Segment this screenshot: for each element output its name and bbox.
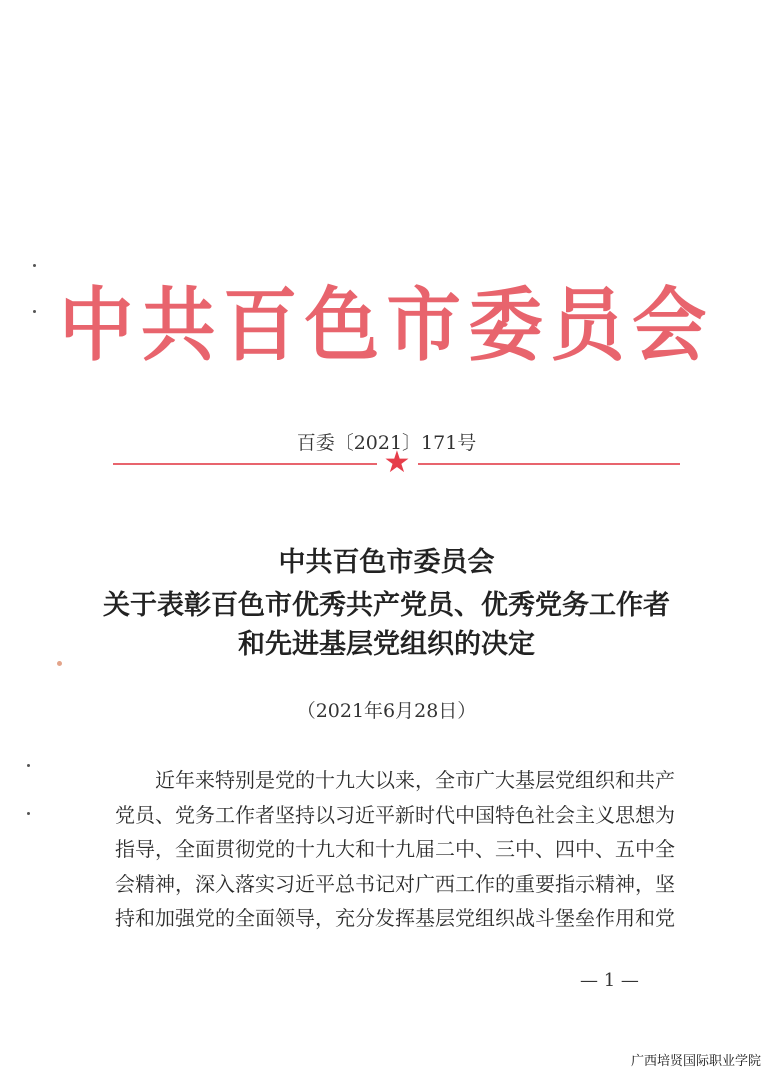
red-separator-right [418,463,680,465]
body-line: 会精神，深入落实习近平总书记对广西工作的重要指示精神，坚 [115,871,675,896]
document-date: （2021年6月28日） [296,700,477,722]
scan-speck [27,764,30,767]
red-separator-left [113,463,377,465]
letterhead-org-name: 中共百色市委员会 [59,278,714,372]
scan-speck [27,812,30,815]
title-line-3: 和先进基层党组织的决定 [238,629,535,660]
scan-speck [33,264,36,267]
document-number: 百委〔2021〕171号 [296,432,477,454]
body-paragraph [115,763,685,936]
body-line: 持和加强党的全面领导，充分发挥基层党组织战斗堡垒作用和党 [115,906,675,930]
watermark-text: 广西培贤国际职业学院 [630,1054,761,1069]
body-line: 近年来特别是党的十九大以来，全市广大基层党组织和共产 [155,768,675,792]
page-number: — 1 — [580,970,639,991]
title-line-2: 关于表彰百色市优秀共产党员、优秀党务工作者 [103,590,670,621]
red-star-icon: ★ [383,445,411,480]
title-line-1: 中共百色市委员会 [278,547,495,578]
body-line: 指导，全面贯彻党的十九大和十九届二中、三中、四中、五中全 [115,837,675,861]
scan-speck [57,661,62,666]
body-line: 党员、党务工作者坚持以习近平新时代中国特色社会主义思想为 [115,802,675,827]
